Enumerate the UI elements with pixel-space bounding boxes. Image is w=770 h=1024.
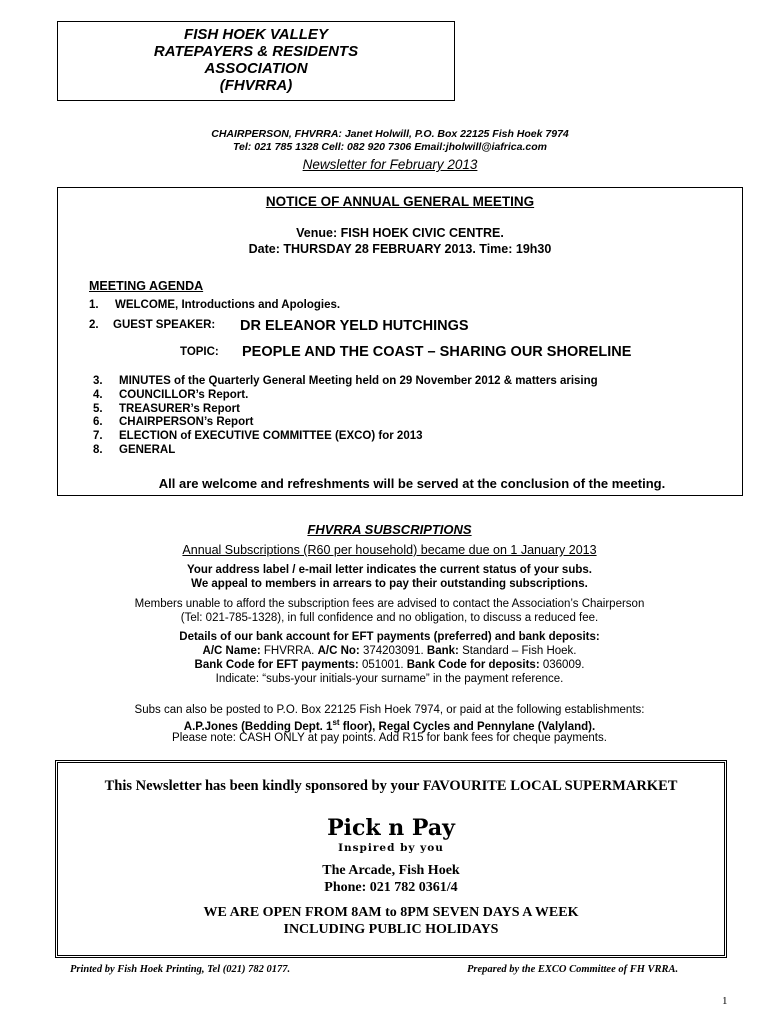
prepared-by: Prepared by the EXCO Committee of FH VRRA. xyxy=(467,964,679,975)
agenda-item: 6. CHAIRPERSON’s Report xyxy=(93,416,254,429)
sponsor-box xyxy=(55,760,727,958)
chairperson-line: CHAIRPERSON, FHVRRA: Janet Holwill, P.O. Box 22125 Fish Hoek 7974 xyxy=(211,128,569,140)
contact-line: Tel: 021 785 1328 Cell: 082 920 7306 Email:jholwill@iafrica.com xyxy=(233,141,547,153)
agenda-list xyxy=(93,375,598,458)
unable-note: Members unable to afford the subscription fees are advised to contact the Association’s Chairperson xyxy=(134,598,645,610)
title-line: (FHVRRA) xyxy=(219,77,293,94)
opening-hours: WE ARE OPEN FROM 8AM to 8PM SEVEN DAYS A WEEK xyxy=(203,905,579,920)
agm-heading: NOTICE OF ANNUAL GENERAL MEETING xyxy=(265,194,535,209)
sponsor-address: The Arcade, Fish Hoek xyxy=(322,863,460,878)
posted-note: Subs can also be posted to P.O. Box 22125 Fish Hoek 7974, or paid at the following establishments: xyxy=(134,704,645,716)
agenda-heading: MEETING AGENDA xyxy=(89,279,204,293)
agenda-item: 5. TREASURER’s Report xyxy=(93,402,240,415)
establishments: A.P.Jones (Bedding Dept. 1st floor), Regal Cycles and Pennylane (Valyland). xyxy=(183,718,596,733)
topic-label: TOPIC: xyxy=(180,346,219,358)
sponsor-line: This Newsletter has been kindly sponsored by your FAVOURITE LOCAL SUPERMARKET xyxy=(104,778,678,794)
agenda-item-2 xyxy=(89,319,215,331)
welcome-note: All are welcome and refreshments will be served at the conclusion of the meeting. xyxy=(158,476,666,491)
association-title-box xyxy=(57,21,455,101)
agenda-number: 1. xyxy=(89,299,99,311)
printer-credit: Printed by Fish Hoek Printing, Tel (021) 782 0177. xyxy=(70,964,291,975)
arrears-note: We appeal to members in arrears to pay their outstanding subscriptions. xyxy=(191,578,588,590)
agenda-item: 7. ELECTION of EXECUTIVE COMMITTEE (EXCO) for 2013 xyxy=(93,430,423,443)
bank-account-line: A/C Name: FHVRRA. A/C No: 374203091. Bank: Standard – Fish Hoek. xyxy=(202,645,577,657)
newsletter-date: Newsletter for February 2013 xyxy=(302,157,478,172)
subs-heading: FHVRRA SUBSCRIPTIONS xyxy=(307,522,472,537)
payment-reference-note: Indicate: “subs-your initials-your surname” in the payment reference. xyxy=(215,673,564,685)
topic-value: PEOPLE AND THE COAST – SHARING OUR SHORELINE xyxy=(242,344,632,360)
title-line: ASSOCIATION xyxy=(204,60,308,77)
bank-heading: Details of our bank account for EFT payments (preferred) and bank deposits: xyxy=(179,631,600,643)
opening-hours-2: INCLUDING PUBLIC HOLIDAYS xyxy=(283,922,499,937)
address-label-note: Your address label / e-mail letter indicates the current status of your subs. xyxy=(187,564,592,576)
guest-speaker-label: GUEST SPEAKER: xyxy=(113,319,216,331)
unable-note-2: (Tel: 021-785-1328), in full confidence and no obligation, to discuss a reduced fee. xyxy=(180,612,599,624)
title-line: RATEPAYERS & RESIDENTS xyxy=(153,43,359,60)
agenda-item: 8. GENERAL xyxy=(93,443,176,456)
cash-note: Please note: CASH ONLY at pay points. Add R15 for bank fees for cheque payments. xyxy=(172,732,607,744)
page-number: 1 xyxy=(722,995,728,1007)
sponsor-brand: Pick n Pay xyxy=(327,815,455,841)
agenda-item: 4. COUNCILLOR’s Report. xyxy=(93,388,249,401)
agenda-item: 3. MINUTES of the Quarterly General Meeting held on 29 November 2012 & matters arising xyxy=(93,375,598,387)
agm-venue: Venue: FISH HOEK CIVIC CENTRE. xyxy=(296,226,504,240)
guest-speaker-name: DR ELEANOR YELD HUTCHINGS xyxy=(240,318,469,334)
sponsor-tagline: Inspired by you xyxy=(338,842,444,854)
bank-codes-line: Bank Code for EFT payments: 051001. Bank Code for deposits: 036009. xyxy=(194,659,585,671)
sponsor-phone: Phone: 021 782 0361/4 xyxy=(324,880,458,895)
agm-date: Date: THURSDAY 28 FEBRUARY 2013. Time: 19h30 xyxy=(248,242,552,256)
agenda-text: WELCOME, Introductions and Apologies. xyxy=(115,299,341,311)
title-line: FISH HOEK VALLEY xyxy=(184,26,328,43)
agenda-item-1 xyxy=(89,299,340,313)
annual-subs: Annual Subscriptions (R60 per household) became due on 1 January 2013 xyxy=(182,543,597,557)
agenda-number: 2. xyxy=(89,319,99,331)
